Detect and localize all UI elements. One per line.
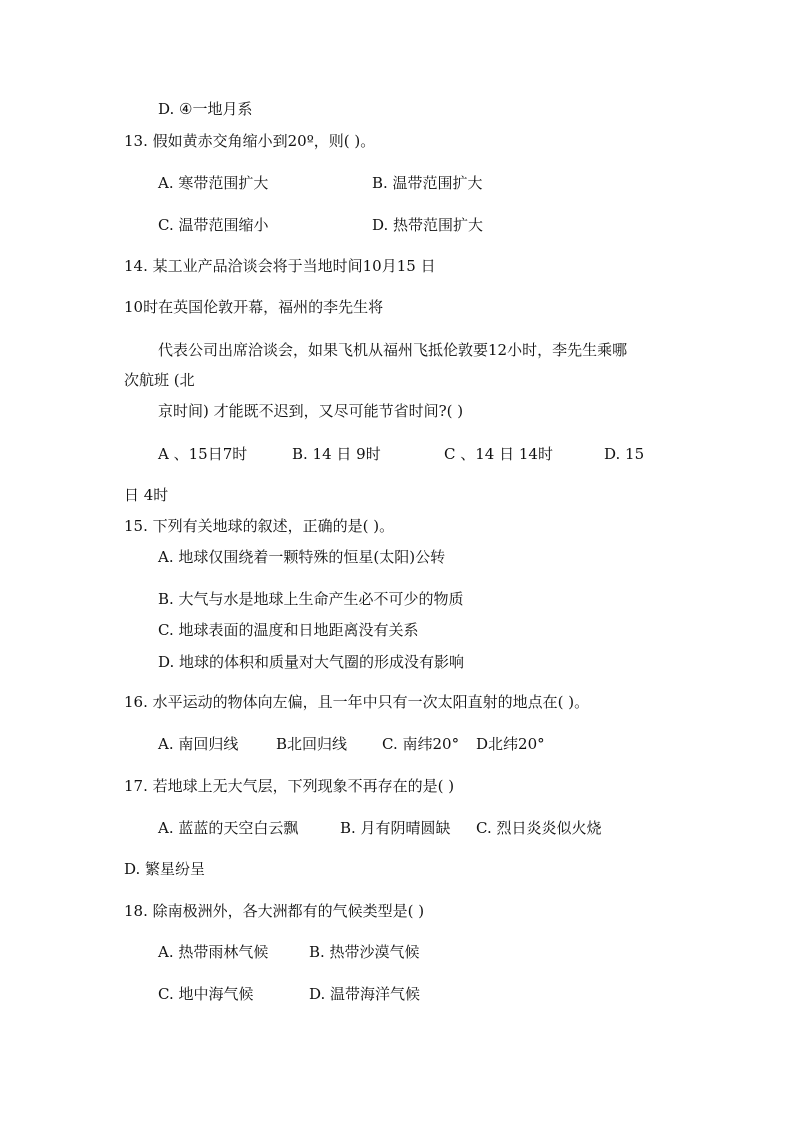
q14-stem-line5: 京时间) 才能既不迟到，又尽可能节省时间?( ) — [158, 402, 464, 420]
q13-option-a: A. 寒带范围扩大 — [158, 174, 269, 192]
q15-option-d: D. 地球的体积和质量对大气圈的形成没有影响 — [158, 653, 465, 671]
q17-option-b: B. 月有阴晴圆缺 — [340, 819, 451, 837]
q18-option-c: C. 地中海气候 — [158, 985, 254, 1003]
q18-option-a: A. 热带雨林气候 — [158, 943, 269, 961]
q18-stem: 18. 除南极洲外，各大洲都有的气候类型是( ) — [124, 902, 425, 920]
q17-option-d: D. 繁星纷呈 — [124, 860, 206, 878]
q14-stem-line1: 14. 某工业产品洽谈会将于当地时间10月15 日 — [124, 257, 436, 275]
q16-stem: 16. 水平运动的物体向左偏，且一年中只有一次太阳直射的地点在( )。 — [124, 693, 590, 711]
q15-option-c: C. 地球表面的温度和日地距离没有关系 — [158, 621, 419, 639]
q17-option-c: C. 烈日炎炎似火烧 — [476, 819, 602, 837]
q13-option-d: D. 热带范围扩大 — [372, 216, 484, 234]
q16-option-b: B北回归线 — [276, 735, 348, 753]
q16-option-c: C. 南纬20° — [382, 735, 460, 753]
q14-option-b: B. 14 日 9时 — [292, 445, 381, 463]
q16-option-a: A. 南回归线 — [158, 735, 239, 753]
q18-option-b: B. 热带沙漠气候 — [309, 943, 420, 961]
q15-option-b: B. 大气与水是地球上生命产生必不可少的物质 — [158, 590, 464, 608]
q13-option-b: B. 温带范围扩大 — [372, 174, 483, 192]
q14-option-c: C 、14 日 14时 — [444, 445, 553, 463]
q14-option-a: A 、15日7时 — [158, 445, 248, 463]
q14-option-d-part1: D. 15 — [604, 445, 645, 463]
q13-option-c: C. 温带范围缩小 — [158, 216, 269, 234]
q12-option-d: D. ④一地月系 — [158, 100, 253, 118]
q17-stem: 17. 若地球上无大气层，下列现象不再存在的是( ) — [124, 777, 455, 795]
q14-stem-line2: 10时在英国伦敦开幕，福州的李先生将 — [124, 298, 384, 316]
q14-stem-line4: 次航班 (北 — [124, 371, 195, 389]
q13-stem: 13. 假如黄赤交角缩小到20º，则( )。 — [124, 132, 376, 150]
q15-stem: 15. 下列有关地球的叙述，正确的是( )。 — [124, 517, 395, 535]
q17-option-a: A. 蓝蓝的天空白云飘 — [158, 819, 299, 837]
q14-stem-line3: 代表公司出席洽谈会，如果飞机从福州飞抵伦敦要12小时，李先生乘哪 — [158, 341, 628, 359]
q14-option-d-part2: 日 4时 — [124, 486, 169, 504]
q18-option-d: D. 温带海洋气候 — [309, 985, 421, 1003]
q16-option-d: D北纬20° — [476, 735, 545, 753]
q15-option-a: A. 地球仅围绕着一颗特殊的恒星(太阳)公转 — [158, 548, 446, 566]
